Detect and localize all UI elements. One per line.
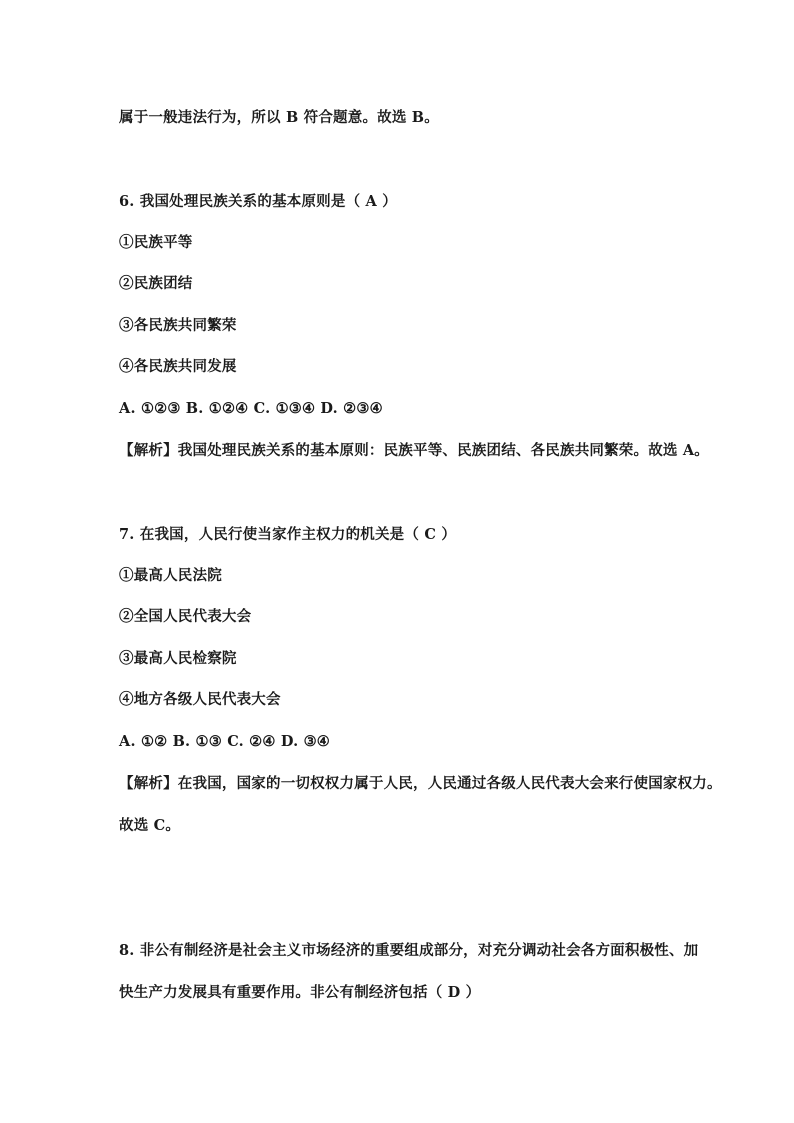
question-7-item-4: ④地方各级人民代表大会	[119, 691, 281, 708]
question-6-analysis: 【解析】我国处理民族关系的基本原则：民族平等、民族团结、各民族共同繁荣。故选 A。	[119, 442, 709, 459]
question-7-stem: 7. 在我国，人民行使当家作主权力的机关是（ C ）	[119, 526, 457, 543]
question-7-item-2: ②全国人民代表大会	[119, 608, 252, 625]
question-6-item-1: ①民族平等	[119, 234, 193, 251]
question-8-stem-line-1: 8. 非公有制经济是社会主义市场经济的重要组成部分，对充分调动社会各方面积极性、加	[119, 942, 699, 959]
question-7-item-1: ①最高人民法院	[119, 567, 222, 584]
question-6-stem: 6. 我国处理民族关系的基本原则是（ A ）	[119, 193, 397, 210]
question-6-options: A. ①②③ B. ①②④ C. ①③④ D. ②③④	[119, 400, 383, 417]
question-8-stem-line-2: 快生产力发展具有重要作用。非公有制经济包括（ D ）	[119, 984, 481, 1001]
question-6-item-3: ③各民族共同繁荣	[119, 317, 237, 334]
question-7-item-3: ③最高人民检察院	[119, 650, 237, 667]
question-6-item-2: ②民族团结	[119, 275, 193, 292]
carryover-analysis-text: 属于一般违法行为，所以 B 符合题意。故选 B。	[119, 109, 439, 126]
question-7-options: A. ①② B. ①③ C. ②④ D. ③④	[119, 733, 330, 750]
question-7-analysis-line-2: 故选 C。	[119, 817, 181, 834]
question-6-item-4: ④各民族共同发展	[119, 358, 237, 375]
question-7-analysis-line-1: 【解析】在我国，国家的一切权权力属于人民，人民通过各级人民代表大会来行使国家权力。	[119, 775, 722, 792]
